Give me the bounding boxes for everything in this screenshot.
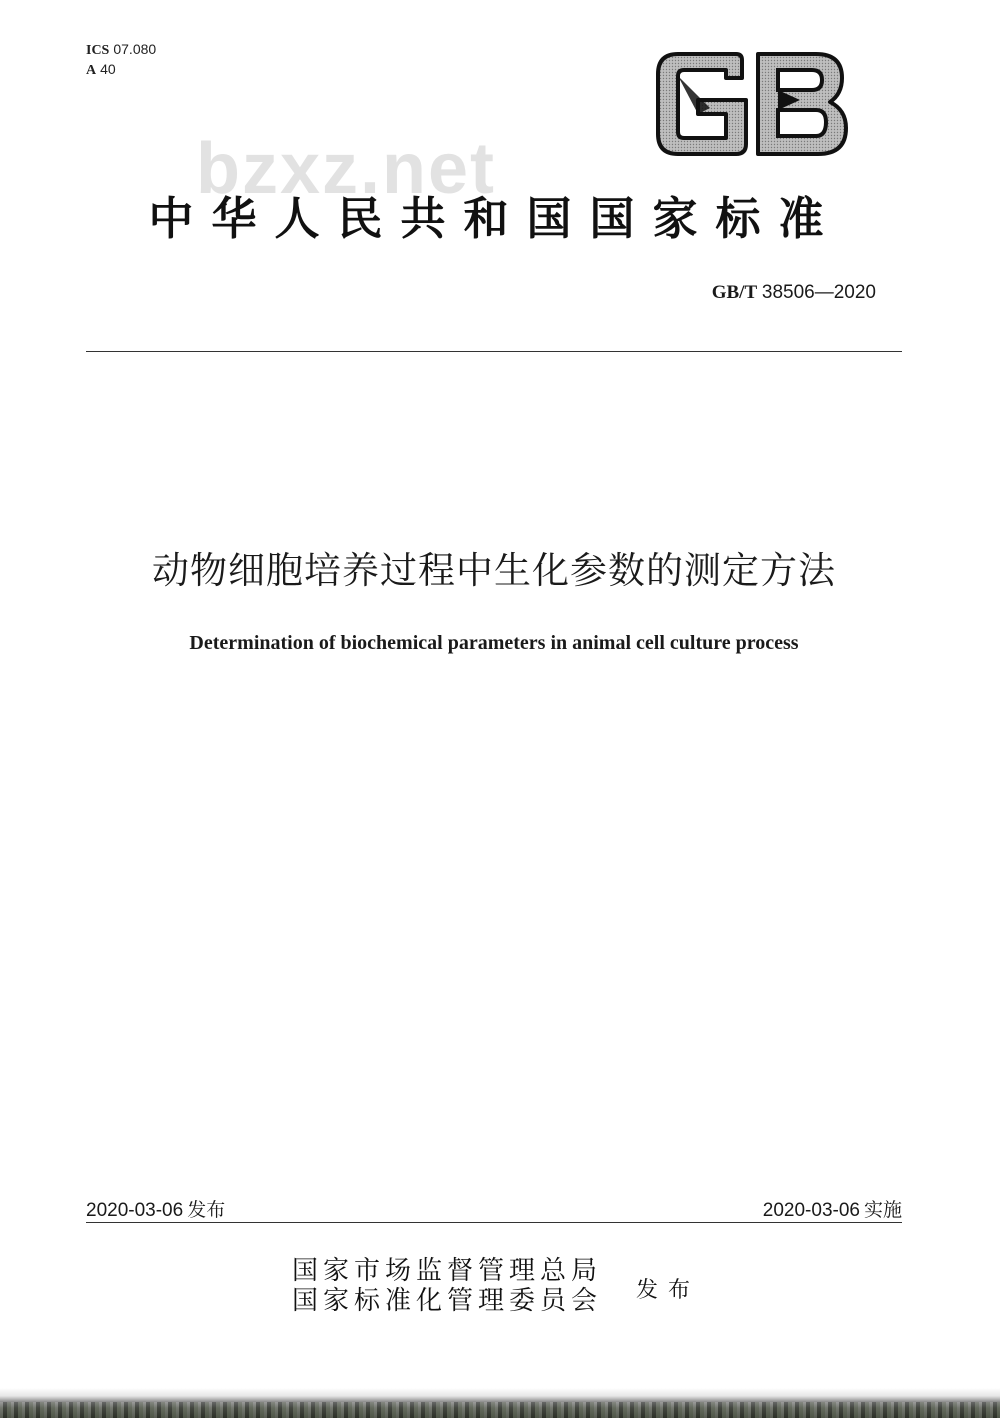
implementation-date (763, 1195, 902, 1222)
publishers (292, 1256, 602, 1316)
national-standard-title: 中华人民共和国国家标准 (148, 192, 842, 245)
implementation-date-word: 实施 (863, 1199, 902, 1221)
standard-number-value: 38506—2020 (761, 282, 876, 303)
top-divider (86, 351, 902, 352)
ics-label: ICS (86, 43, 110, 58)
implementation-date-value: 2020-03-06 (762, 1200, 860, 1221)
ccs-value: 40 (100, 61, 116, 77)
ccs-line (86, 60, 156, 80)
bottom-divider (86, 1222, 902, 1223)
ccs-label: A (86, 63, 97, 78)
classification-codes (86, 40, 156, 80)
english-title: Determination of biochemical parameters in animal cell culture process (189, 632, 799, 654)
publisher-1: 国家市场监督管理总局 (292, 1256, 603, 1286)
scan-edge-texture (0, 1402, 1000, 1418)
standard-code: GB/T (711, 282, 758, 303)
issue-date-value: 2020-03-06 (86, 1200, 184, 1221)
issue-date (86, 1195, 225, 1222)
watermark: bzxz.net (196, 129, 497, 209)
scan-edge (0, 1388, 1000, 1418)
publisher-2: 国家标准化管理委员会 (292, 1286, 603, 1316)
publish-word: 发布 (636, 1278, 701, 1303)
chinese-title: 动物细胞培养过程中生化参数的测定方法 (152, 549, 836, 592)
ics-value: 07.080 (113, 41, 157, 57)
gb-logo (650, 50, 850, 158)
issue-date-word: 发布 (187, 1199, 226, 1221)
ics-line (86, 40, 156, 60)
standard-number (712, 282, 876, 304)
